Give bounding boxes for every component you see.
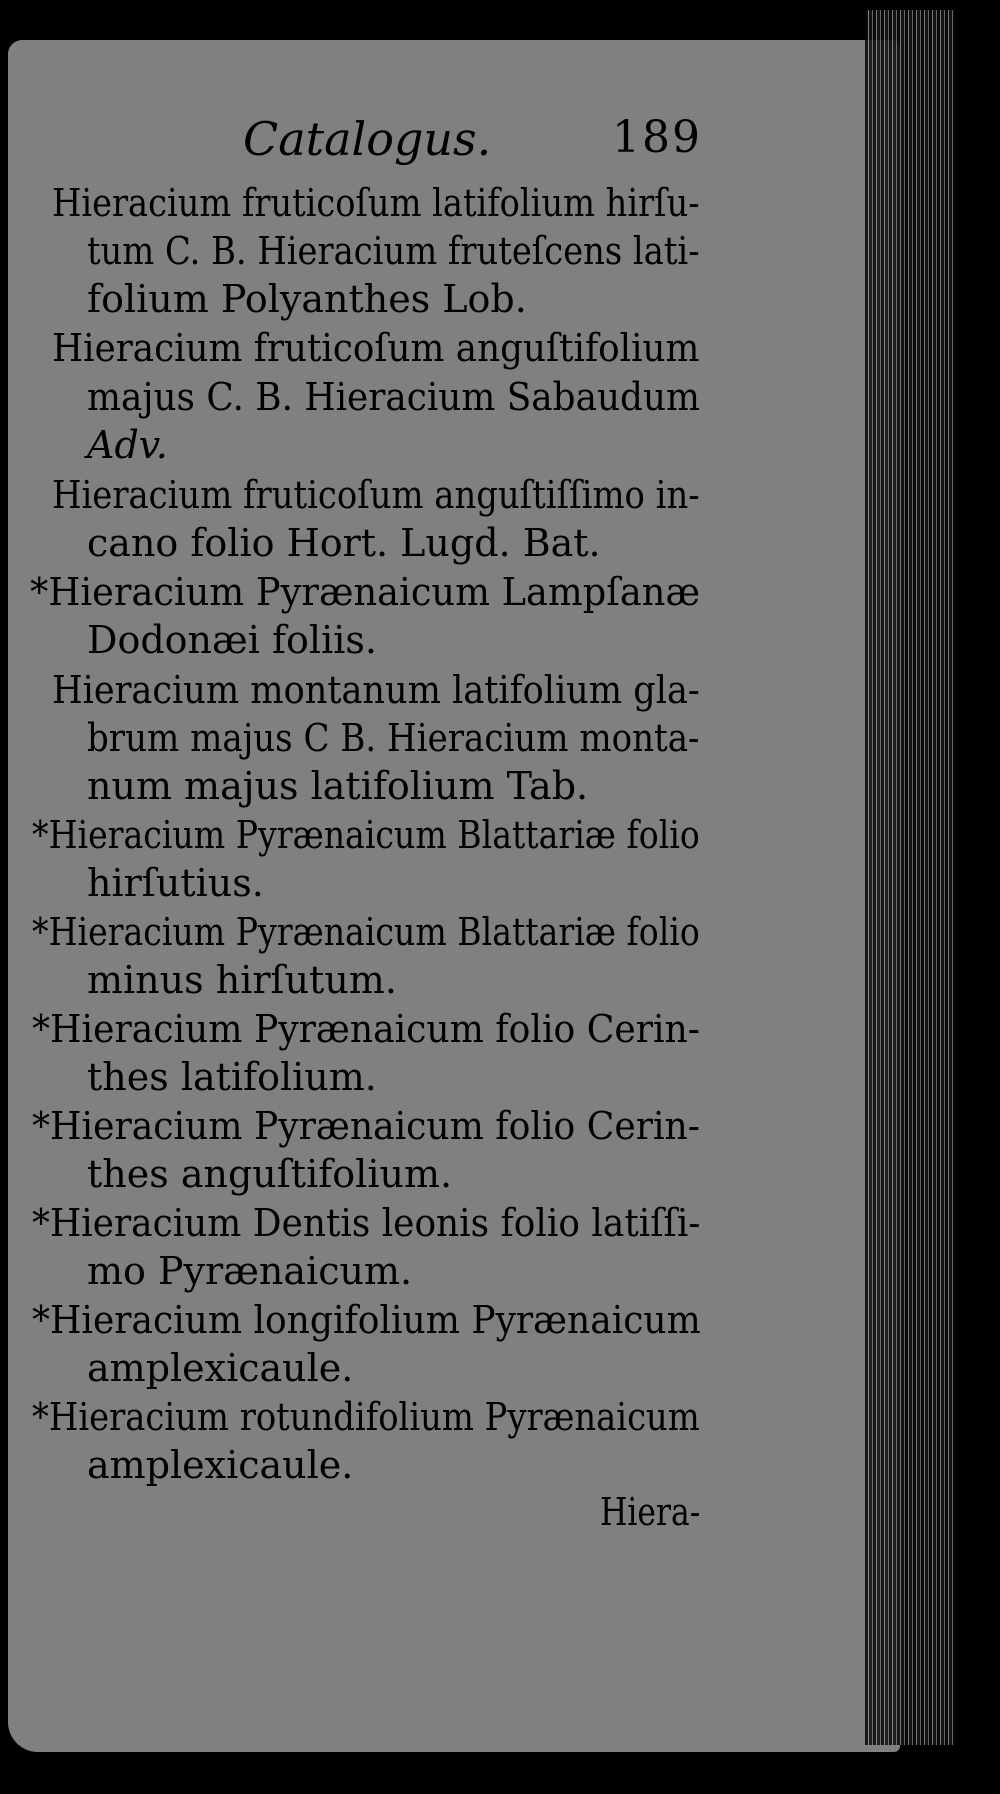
- running-title: Catalogus.: [243, 112, 492, 166]
- text-line: *Hieracium Pyrænaicum Lampſanæ: [30, 570, 700, 614]
- text-line: tum C. B. Hieracium fruteſcens lati-: [87, 229, 700, 273]
- page-edges: [865, 10, 990, 1745]
- text-line: num majus latifolium Tab.: [87, 764, 589, 808]
- text-line: *Hieracium Pyrænaicum Blattariæ folio: [32, 910, 700, 954]
- text-line: amplexicaule.: [87, 1443, 354, 1487]
- text-line: *Hieracium Dentis leonis folio latiſſi-: [32, 1201, 701, 1245]
- catchword: Hiera-: [600, 1490, 701, 1534]
- text-line: Adv.: [87, 423, 168, 467]
- text-line: Hieracium montanum latifolium gla-: [52, 668, 700, 712]
- text-line: thes latifolium.: [87, 1055, 377, 1099]
- text-line: *Hieracium Pyrænaicum Blattariæ folio: [32, 813, 700, 857]
- text-line: *Hieracium longifolium Pyrænaicum: [32, 1298, 701, 1342]
- text-line: minus hirſutum.: [87, 958, 397, 1002]
- text-line: Hieracium fruticoſum latifolium hirſu-: [52, 181, 700, 225]
- text-line: Hieracium fruticoſum anguſtifolium: [52, 326, 700, 370]
- text-line: thes anguſtifolium.: [87, 1152, 453, 1196]
- text-line: hirſutius.: [87, 861, 264, 905]
- text-line: *Hieracium rotundifolium Pyrænaicum: [32, 1395, 700, 1439]
- text-line: brum majus C B. Hieracium monta-: [87, 716, 700, 760]
- text-line: mo Pyrænaicum.: [87, 1249, 413, 1293]
- text-line: Hieracium fruticoſum anguſtiſſimo in-: [52, 473, 700, 517]
- text-line: amplexicaule.: [87, 1346, 354, 1390]
- page-number: 189: [612, 112, 702, 163]
- text-line: *Hieracium Pyrænaicum folio Cerin-: [32, 1104, 700, 1148]
- text-line: majus C. B. Hieracium Sabaudum: [87, 375, 701, 419]
- text-line: folium Polyanthes Lob.: [87, 277, 527, 321]
- text-line: cano folio Hort. Lugd. Bat.: [87, 521, 601, 565]
- text-line: Dodonæi foliis.: [87, 618, 377, 662]
- text-line: *Hieracium Pyrænaicum folio Cerin-: [32, 1007, 700, 1051]
